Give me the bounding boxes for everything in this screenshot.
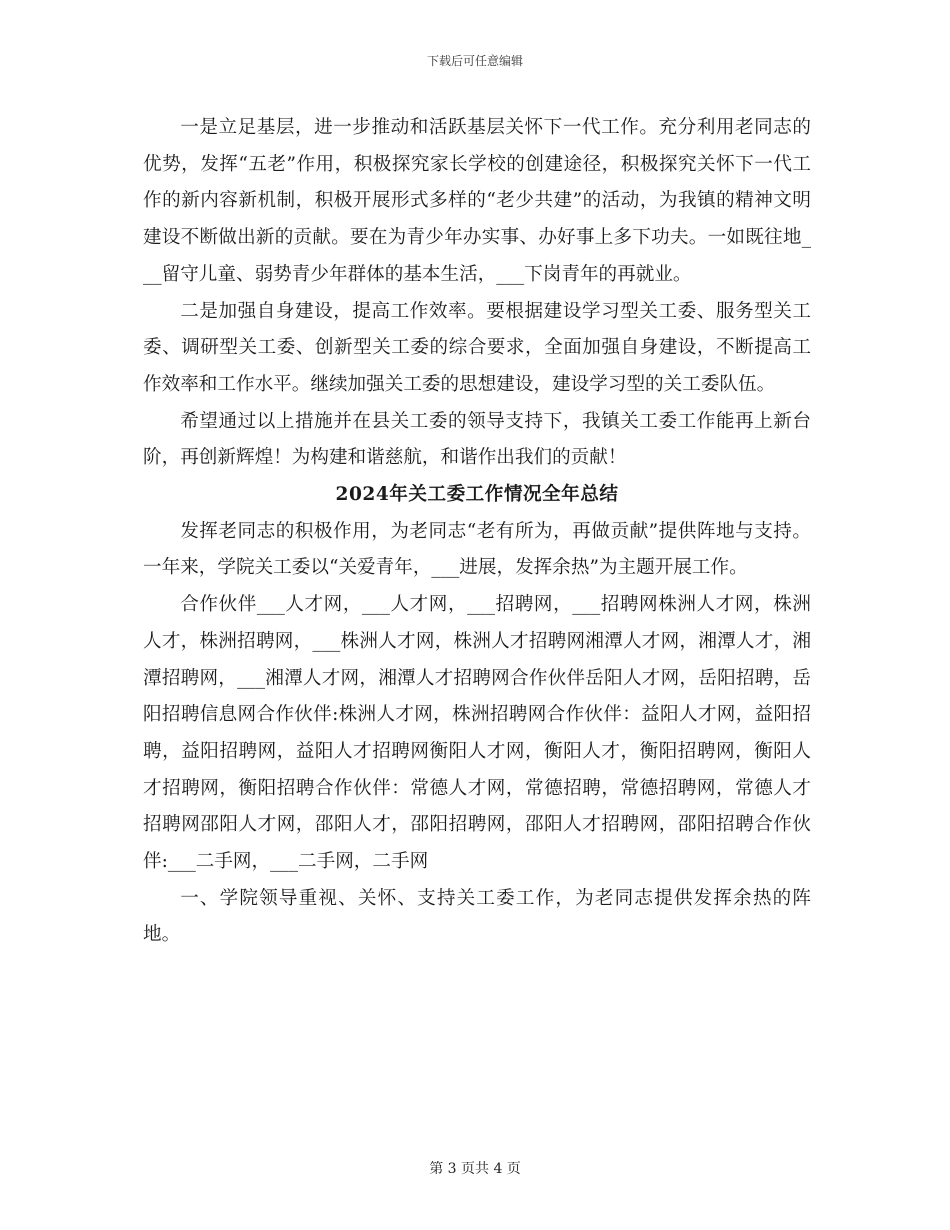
paragraph-2: 二是加强自身建设，提高工作效率。要根据建设学习型关工委、服务型关工委、调研型关工委、创新型关工委的综合要求，全面加强自身建设，不断提高工作效率和工作水平。继续加强关工委的思想建设，建设学习型的关工委队伍。 [143, 300, 811, 395]
paragraph-3: 希望通过以上措施并在县关工委的领导支持下，我镇关工委工作能再上新台阶，再创新辉煌！为构建和谐慈航，和谐作出我们的贡献！ [143, 410, 811, 469]
section-heading: 2024年关工委工作情况全年总结 [335, 484, 619, 506]
document-body [143, 110, 811, 954]
page-footer: 第 3 页共 4 页 [429, 1161, 521, 1177]
paragraph-5: 合作伙伴___人才网，___人才网，___招聘网，___招聘网株洲人才网，株洲人才，株洲招聘网，___株洲人才网，株洲人才招聘网湘潭人才网，湘潭人才，湘潭招聘网，___湘潭人才网，湘潭人才招聘网合作伙伴岳阳人才网，岳阳招聘，岳阳招聘信息网合作伙伴:株洲人才网，株洲招聘网合作伙伴：益阳人才网，益阳招聘，益阳招聘网，益阳人才招聘网衡阳人才网，衡阳人才，衡阳招聘网，衡阳人才招聘网，衡阳招聘合作伙伴：常德人才网，常德招聘，常德招聘网，常德人才招聘网邵阳人才网，邵阳人才，邵阳招聘网，邵阳人才招聘网，邵阳招聘合作伙伴:___二手网，___二手网，二手网 [143, 594, 811, 873]
page-header: 下载后可任意编辑 [426, 54, 523, 68]
paragraph-4: 发挥老同志的积极作用，为老同志“老有所为，再做贡献”提供阵地与支持。一年来，学院关工委以“关爱青年，___进展，发挥余热”为主题开展工作。 [143, 520, 811, 579]
paragraph-1: 一是立足基层，进一步推动和活跃基层关怀下一代工作。充分利用老同志的优势，发挥“五老”作用，积极探究家长学校的创建途径，积极探究关怀下一代工作的新内容新机制，积极开展形式多样的“老少共建”的活动，为我镇的精神文明建设不断做出新的贡献。要在为青少年办实事、办好事上多下功夫。一如既往地___留守儿童、弱势青少年群体的基本生活，___下岗青年的再就业。 [143, 117, 811, 285]
paragraph-6: 一、学院领导重视、关怀、支持关工委工作，为老同志提供发挥余热的阵地。 [143, 887, 811, 946]
